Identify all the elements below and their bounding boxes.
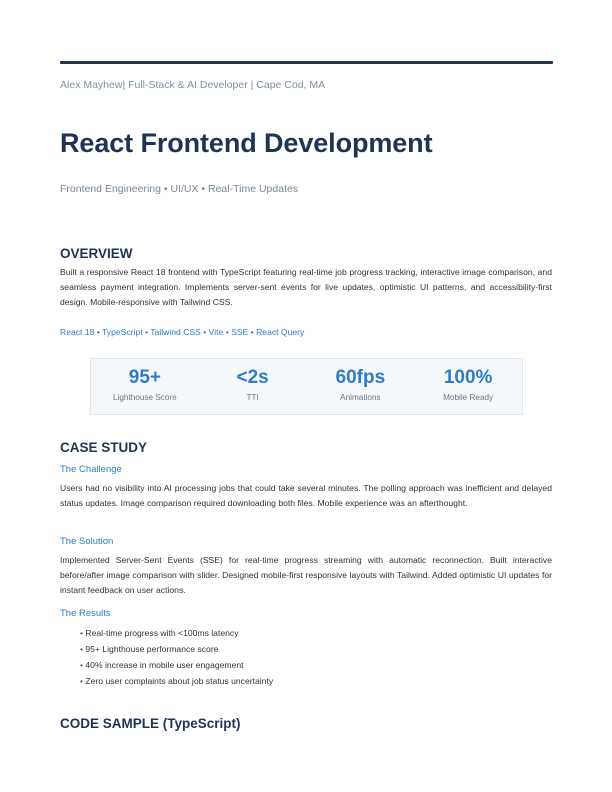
- overview-heading: OVERVIEW: [60, 246, 133, 261]
- metric-tti: [199, 359, 307, 414]
- author-byline: Alex Mayhew| Full-Stack & AI Developer | Cape Cod, MA: [60, 79, 326, 91]
- metric-value: 60fps: [335, 367, 386, 388]
- solution-body: Implemented Server-Sent Events (SSE) for real-time progress streaming with automatic reconnection. Built interactive before/after image comparison with slider. Designed mobile-first responsive layouts with Tailwind. Added optimistic UI updates for instant feedback on user actions.: [60, 555, 552, 595]
- case-study-heading: CASE STUDY: [60, 440, 148, 455]
- metric-value: 95+: [128, 367, 161, 388]
- metric-label: Lighthouse Score: [113, 393, 177, 402]
- challenge-body: Users had no visibility into AI processing jobs that could take several minutes. The polling approach was inefficient and delayed status updates. Image comparison required downloading both files. Mobile experience was an afterthought.: [60, 483, 552, 508]
- list-item: • Zero user complaints about job status uncertainty: [80, 673, 273, 689]
- page-title: React Frontend Development: [60, 128, 433, 158]
- metric-label: TTI: [246, 393, 259, 402]
- results-heading: The Results: [60, 608, 111, 619]
- solution-heading: The Solution: [60, 536, 114, 547]
- metric-label: Animations: [340, 393, 381, 402]
- code-sample-heading: CODE SAMPLE (TypeScript): [60, 716, 241, 731]
- results-list: [80, 625, 273, 689]
- list-item: • 40% increase in mobile user engagement: [80, 657, 273, 673]
- list-item: • Real-time progress with <100ms latency: [80, 625, 273, 641]
- metric-value: 100%: [443, 367, 493, 388]
- metric-label: Mobile Ready: [443, 393, 494, 402]
- metric-animations: [307, 359, 415, 414]
- metric-value: <2s: [236, 367, 269, 388]
- top-divider: [60, 61, 553, 64]
- metric-mobile: [414, 359, 522, 414]
- metrics-panel: [90, 358, 523, 415]
- challenge-heading: The Challenge: [60, 464, 122, 475]
- tech-stack: React 18 • TypeScript • Tailwind CSS • Vite • SSE • React Query: [60, 327, 305, 337]
- list-item: • 95+ Lighthouse performance score: [80, 641, 273, 657]
- overview-body: Built a responsive React 18 frontend with TypeScript featuring real-time job progress tracking, interactive image comparison, and seamless payment integration. Implements server-sent events for live updates, optimistic UI patterns, and accessibility-first design. Mobile-responsive with Tailwind CSS.: [60, 267, 552, 307]
- page-subtitle: Frontend Engineering • UI/UX • Real-Time Updates: [60, 183, 299, 195]
- metric-lighthouse: [91, 359, 199, 414]
